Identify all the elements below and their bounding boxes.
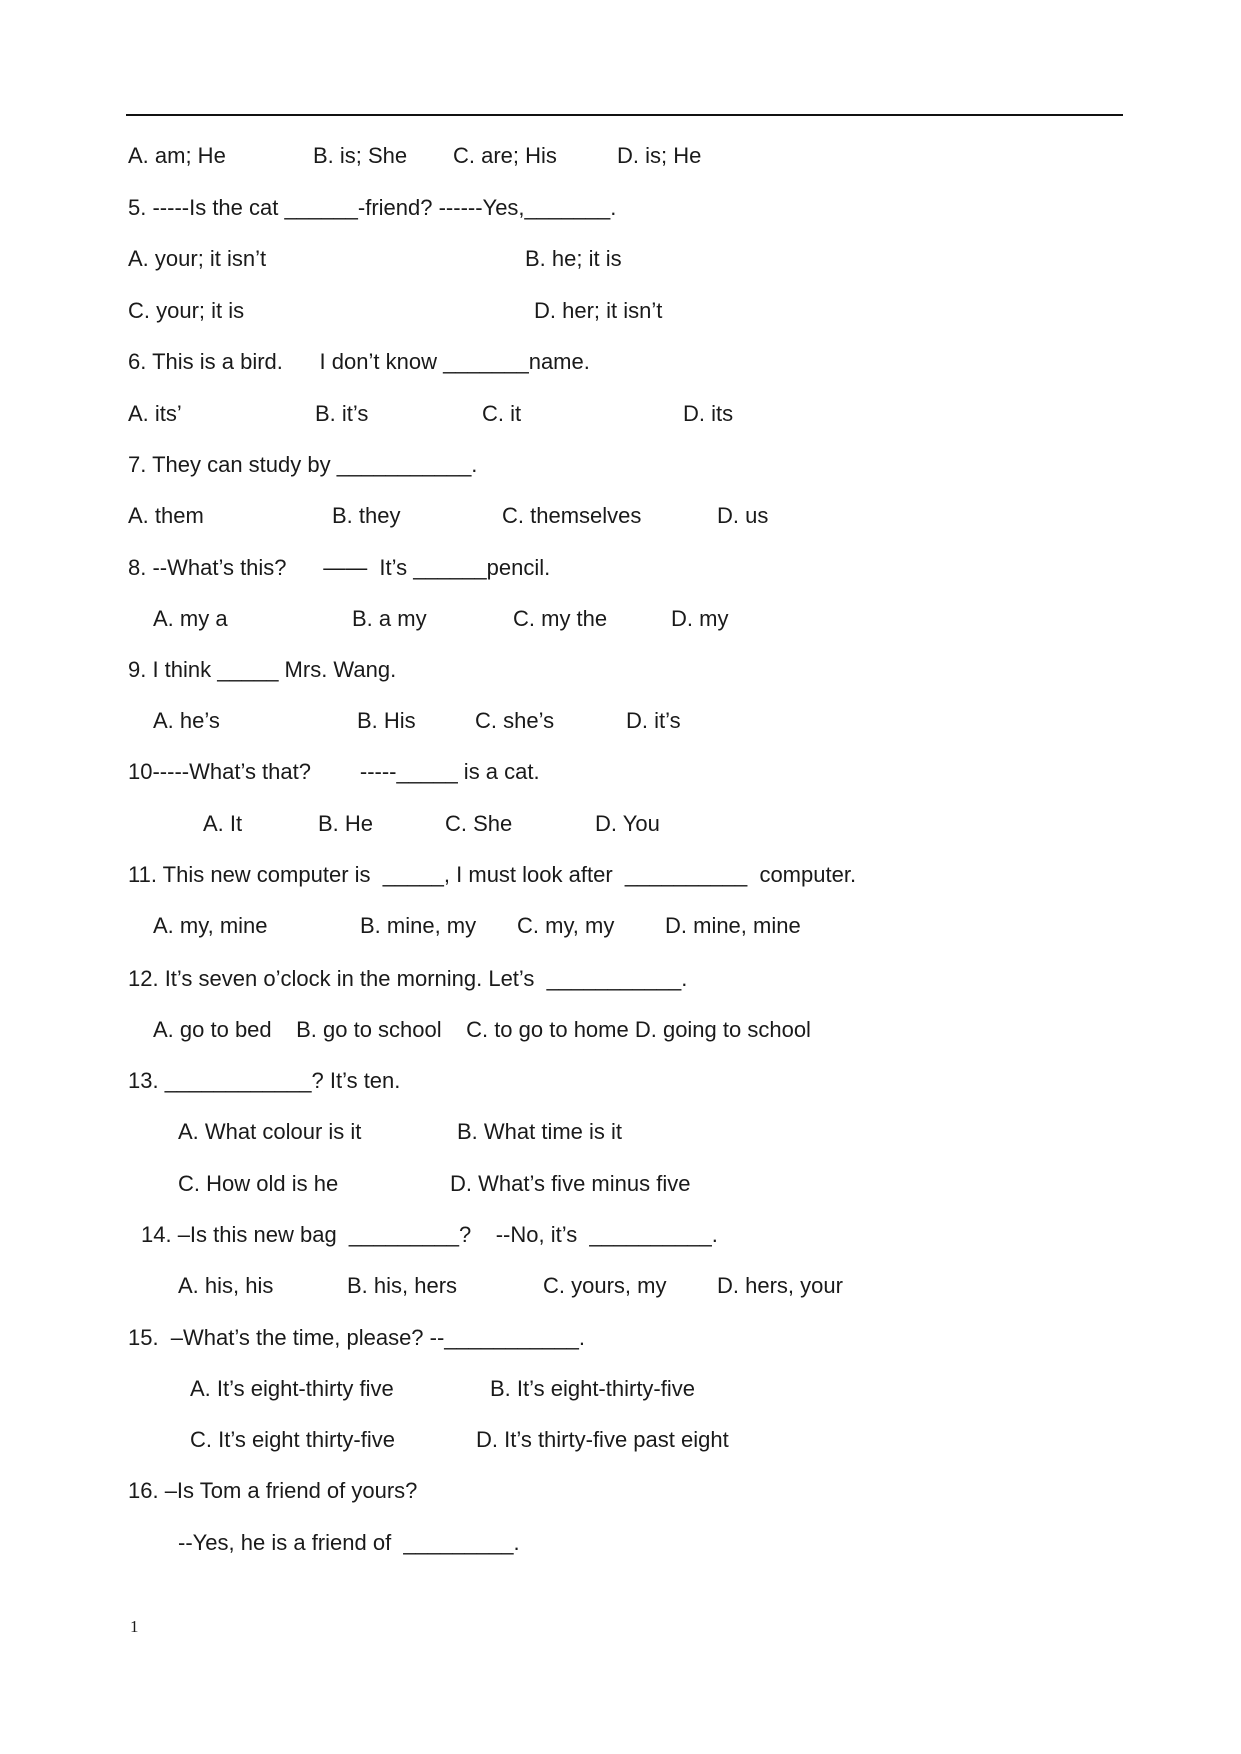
option-d: D. it’s [626, 708, 681, 733]
question-5: 5. -----Is the cat ______-friend? ------Yes,_______. [128, 195, 617, 220]
question-14: 14. –Is this new bag _________? --No, it’s __________. [141, 1222, 718, 1247]
option-c: C. are; His [453, 143, 557, 168]
option-c: C. it [482, 401, 522, 426]
option-b: B. What time is it [457, 1119, 623, 1144]
option-d: D. my [671, 606, 729, 631]
option-a: A. It’s eight-thirty five [190, 1376, 394, 1401]
question-16-answer-line: --Yes, he is a friend of _________. [178, 1530, 520, 1555]
header-rule [126, 114, 1123, 116]
option-a: A. them [128, 503, 204, 528]
question-6: 6. This is a bird. I don’t know _______name. [128, 349, 590, 374]
option-d: D. What’s five minus five [450, 1171, 691, 1196]
option-b: B. is; She [313, 143, 408, 168]
option-d: D. mine, mine [665, 913, 801, 938]
option-b: B. a my [352, 606, 427, 631]
question-11: 11. This new computer is _____, I must look after __________ computer. [128, 862, 857, 887]
question-10: 10-----What’s that? -----_____ is a cat. [128, 759, 540, 784]
option-c: C. She [445, 811, 513, 836]
option-c: C. How old is he [178, 1171, 339, 1196]
option-c: C. she’s [475, 708, 555, 733]
option-c: C. my the [513, 606, 608, 631]
option-a: A. What colour is it [178, 1119, 362, 1144]
option-b: B. they [332, 503, 401, 528]
option-a: A. am; He [128, 143, 226, 168]
option-b: B. His [357, 708, 416, 733]
option-d: D. us [717, 503, 769, 528]
option-a: A. my a [153, 606, 228, 631]
question-7: 7. They can study by ___________. [128, 452, 478, 477]
option-c: C. your; it is [128, 298, 245, 323]
option-d: D. You [595, 811, 660, 836]
option-c: C. my, my [517, 913, 615, 938]
option-c: C. yours, my [543, 1273, 667, 1298]
question-8: 8. --What’s this? —— It’s ______pencil. [128, 555, 551, 580]
option-a: A. he’s [153, 708, 220, 733]
option-d: D. It’s thirty-five past eight [476, 1427, 729, 1452]
question-16: 16. –Is Tom a friend of yours? [128, 1478, 418, 1503]
option-d: D. its [683, 401, 734, 426]
option-b: B. It’s eight-thirty-five [490, 1376, 695, 1401]
question-12: 12. It’s seven o’clock in the morning. Let’s ___________. [128, 966, 688, 991]
option-c: C. themselves [502, 503, 642, 528]
page-number: 1 [130, 1617, 139, 1636]
option-c: C. It’s eight thirty-five [190, 1427, 395, 1452]
option-a: A. his, his [178, 1273, 274, 1298]
option-b: B. it’s [315, 401, 369, 426]
option-d: D. is; He [617, 143, 702, 168]
option-b: B. mine, my [360, 913, 477, 938]
option-a: A. It [203, 811, 243, 836]
option-b: B. his, hers [347, 1273, 458, 1298]
option-a: A. my, mine [153, 913, 268, 938]
question-15: 15. –What’s the time, please? --___________. [128, 1325, 586, 1350]
option-b: B. he; it is [525, 246, 622, 271]
option-b: B. He [318, 811, 374, 836]
option-a: A. its’ [128, 401, 182, 426]
question-13: 13. ____________? It’s ten. [128, 1068, 401, 1093]
option-d: D. hers, your [717, 1273, 843, 1298]
option-a: A. your; it isn’t [128, 246, 267, 271]
options-row: A. go to bed B. go to school C. to go to home D. going to school [153, 1017, 811, 1042]
option-d: D. her; it isn’t [534, 298, 663, 323]
question-9: 9. I think _____ Mrs. Wang. [128, 657, 397, 682]
